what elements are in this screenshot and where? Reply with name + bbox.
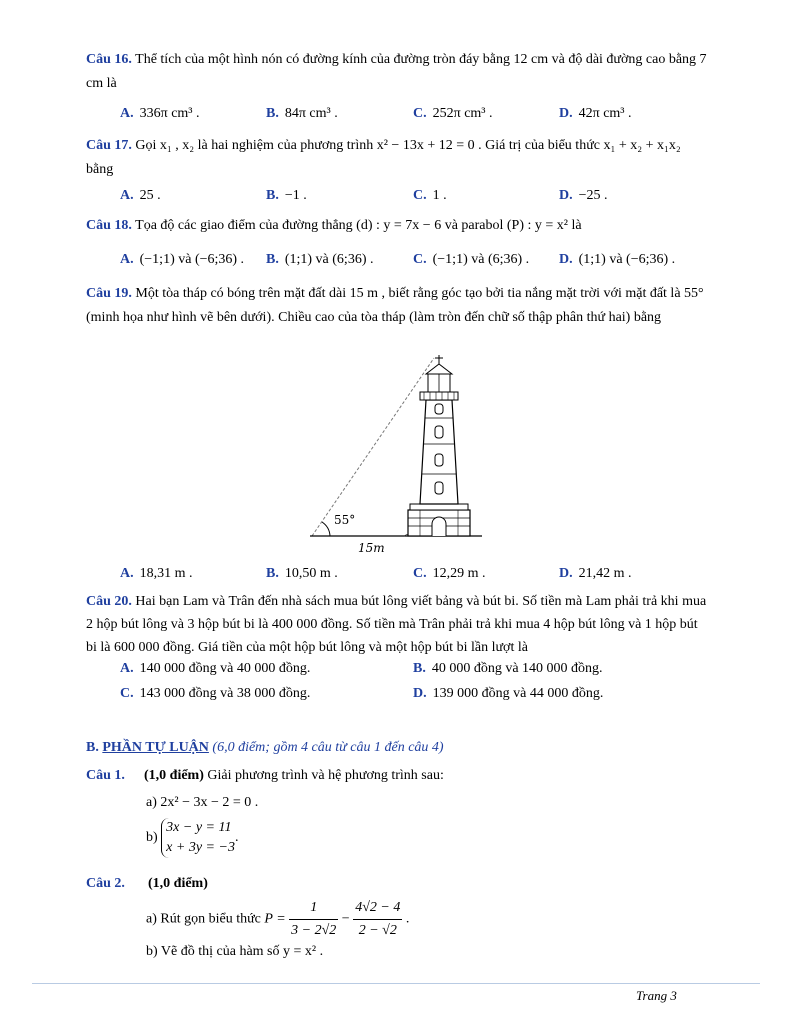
fraction: $\frac{1}{3 - 2√2}$ (289, 897, 338, 942)
question-text: Một tòa tháp có bóng trên mặt đất dài 15 m , biết rằng góc tạo bởi tia nắng mặt trời với mặt đất là 55° (minh họa như hình vẽ bên dưới). Chiều cao của tòa tháp (làm tròn đến chữ số thập phân thứ hai) bằng (86, 286, 704, 325)
option-c[interactable]: C. (−1;1) và (6;36) . (413, 252, 530, 267)
question-label: Câu 20. (86, 594, 132, 609)
question-label: Câu 2. (86, 876, 125, 891)
points: (1,0 điểm) (144, 768, 204, 783)
option-a[interactable]: A. 336π cm³ . (120, 106, 200, 121)
question-label: Câu 18. (86, 218, 132, 233)
door-icon (432, 517, 446, 536)
window-icon (435, 482, 443, 494)
question-20 (86, 590, 708, 659)
angle-label: 55° (334, 513, 356, 527)
section-note: (6,0 điểm; gồm 4 câu từ câu 1 đến câu 4) (208, 740, 444, 755)
fraction: $\frac{4√2 - 4}{2 - √2}$ (353, 897, 402, 942)
option-d[interactable]: D. 21,42 m . (559, 566, 632, 581)
question-label: Câu 17. (86, 138, 132, 153)
option-a[interactable]: A. 25 . (120, 188, 161, 203)
length-label: 15m (358, 541, 385, 555)
question-text: Giải phương trình và hệ phương trình sau: (203, 768, 444, 783)
option-c[interactable]: C. 12,29 m . (413, 566, 486, 581)
question-label: Câu 19. (86, 286, 132, 301)
essay-question-1 (86, 764, 708, 788)
essay-question-2 (86, 872, 708, 896)
roof (426, 364, 452, 374)
question-label: Câu 16. (86, 52, 132, 67)
option-b[interactable]: B. 84π cm³ . (266, 106, 338, 121)
option-a[interactable]: A. 140 000 đồng và 40 000 đồng. (120, 661, 311, 676)
angle-arc (322, 522, 330, 536)
option-d[interactable]: D. 139 000 đồng và 44 000 đồng. (413, 686, 604, 701)
question-18 (86, 214, 708, 238)
window-icon (435, 454, 443, 466)
option-b[interactable]: B. (1;1) và (6;36) . (266, 252, 374, 267)
option-b[interactable]: B. 10,50 m . (266, 566, 338, 581)
option-d[interactable]: D. (1;1) và (−6;36) . (559, 252, 676, 267)
option-d[interactable]: D. 42π cm³ . (559, 106, 632, 121)
part-a: a) 2x² − 3x − 2 = 0 . (146, 795, 259, 810)
question-19 (86, 282, 708, 330)
question-text: Gọi x₁ , x₂ là hai nghiệm của phương trình x² − 13x + 12 = 0 . Giá trị của biểu thức x₁ + x₂ + x₁x₂ bằng (86, 138, 681, 177)
part-a: a) Rút gọn biểu thức P = $\frac{1}{3 - 2√2}$ − $\frac{4√2 - 4}{2 - √2}$ . (146, 897, 409, 942)
option-a[interactable]: A. 18,31 m . (120, 566, 193, 581)
question-text: Thể tích của một hình nón có đường kính của đường tròn đáy bằng 12 cm và độ dài đường cao bằng 7 cm là (86, 52, 707, 91)
equation-system: 3x − y = 11 x + 3y = −3 (161, 818, 235, 858)
option-a[interactable]: A. (−1;1) và (−6;36) . (120, 252, 245, 267)
option-c[interactable]: C. 1 . (413, 188, 447, 203)
question-label: Câu 1. (86, 768, 125, 783)
points: (1,0 điểm) (148, 876, 208, 891)
option-c[interactable]: C. 143 000 đồng và 38 000 đồng. (120, 686, 311, 701)
page-number: Trang 3 (636, 988, 677, 1003)
option-b[interactable]: B. 40 000 đồng và 140 000 đồng. (413, 661, 603, 676)
option-c[interactable]: C. 252π cm³ . (413, 106, 493, 121)
window-icon (435, 404, 443, 414)
option-b[interactable]: B. −1 . (266, 188, 307, 203)
section-title: PHẦN TỰ LUẬN (102, 740, 209, 755)
question-text: Tọa độ các giao điểm của đường thẳng (d) : y = 7x − 6 và parabol (P) : y = x² là (135, 218, 582, 233)
part-b: b) 3x − y = 11 x + 3y = −3 . (146, 818, 238, 858)
section-heading: B. PHẦN TỰ LUẬN (6,0 điểm; gồm 4 câu từ câu 1 đến câu 4) (86, 740, 444, 755)
option-d[interactable]: D. −25 . (559, 188, 608, 203)
footer-divider (32, 983, 760, 984)
question-17 (86, 134, 708, 182)
question-text: Hai bạn Lam và Trân đến nhà sách mua bút lông viết bảng và bút bi. Số tiền mà Lam phải trả khi mua 2 hộp bút lông và 3 hộp bút bi là 400 000 đồng. Số tiền mà Trân phải trả khi mua 4 hộp bút lông và 1 hộp bút bi là 600 000 đồng. Giá tiền của một hộp bút lông và một hộp bút bi lần lượt là (86, 594, 707, 655)
question-16 (86, 48, 708, 96)
lighthouse-figure (300, 352, 490, 558)
part-b: b) Vẽ đồ thị của hàm số y = x² . (146, 944, 324, 959)
window-icon (435, 426, 443, 438)
